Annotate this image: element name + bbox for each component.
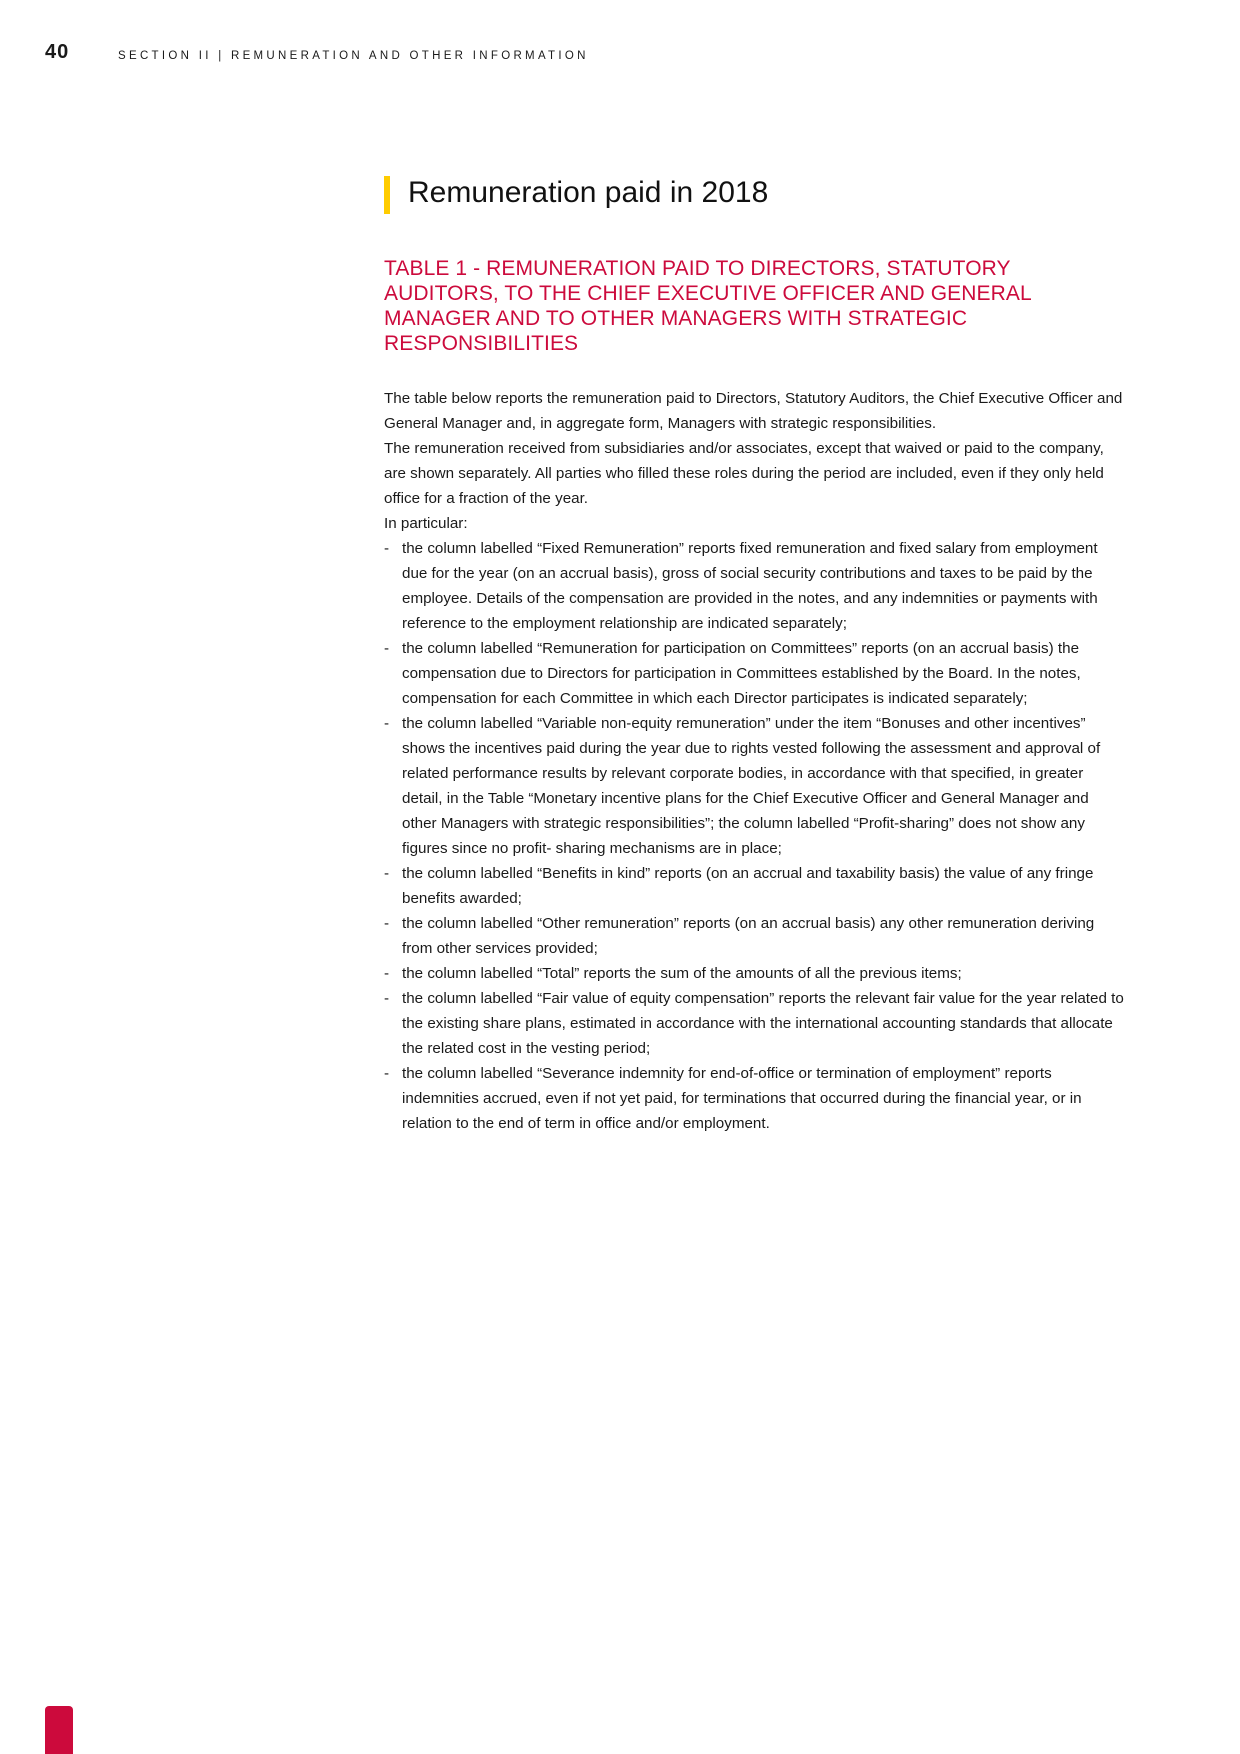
- list-item-text: the column labelled “Other remuneration” reports (on an accrual basis) any other remuneration deriving from other services provided;: [402, 915, 1095, 957]
- list-item-text: the column labelled “Severance indemnity for end-of-office or termination of employment” reports indemnities accrued, even if not yet paid, for terminations that occurred during the financial year, or in relation to the end of term in office and/or employment.: [402, 1065, 1082, 1132]
- page-title: Remuneration paid in 2018: [408, 176, 769, 209]
- title-row: [384, 172, 1124, 216]
- body-text: [384, 386, 1124, 1136]
- list-item-text: the column labelled “Fair value of equity compensation” reports the relevant fair value for the year related to the existing share plans, estimated in accordance with the international accounting standards that allocate the related cost in the vesting period;: [402, 990, 1124, 1057]
- bullet-dash: -: [384, 915, 390, 932]
- list-item: [384, 986, 1124, 1061]
- list-item-text: the column labelled “Fixed Remuneration” reports fixed remuneration and fixed salary from employment due for the year (on an accrual basis), gross of social security contributions and taxes to be paid by the employee. Details of the compensation are provided in the notes, and any indemnities or payments with reference to the employment relationship are indicated separately;: [402, 540, 1098, 632]
- list-item: [384, 536, 1124, 636]
- list-item-text: the column labelled “Total” reports the sum of the amounts of all the previous items;: [402, 965, 962, 982]
- list-item: [384, 711, 1124, 861]
- list-item-text: the column labelled “Remuneration for participation on Committees” reports (on an accrual basis) the compensation due to Directors for participation in Committees established by the Board. In the notes, compensation for each Committee in which each Director participates is indicated separately;: [402, 640, 1081, 707]
- running-header: SECTION II | REMUNERATION AND OTHER INFORMATION: [118, 50, 589, 62]
- table-heading: TABLE 1 - REMUNERATION PAID TO DIRECTORS, STATUTORY AUDITORS, TO THE CHIEF EXECUTIVE OFFICER AND GENERAL MANAGER AND TO OTHER MANAGERS WITH STRATEGIC RESPONSIBILITIES: [384, 257, 1031, 355]
- main-content: [384, 172, 1124, 1136]
- list-item-text: the column labelled “Variable non-equity remuneration” under the item “Bonuses and other incentives” shows the incentives paid during the year due to rights vested following the assessment and approval of related performance results by relevant corporate bodies, in accordance with that specified, in greater detail, in the Table “Monetary incentive plans for the Chief Executive Officer and General Manager and other Managers with strategic responsibilities”; the column labelled “Profit-sharing” does not show any figures since no profit- sharing mechanisms are in place;: [402, 715, 1101, 857]
- bullet-dash: -: [384, 640, 390, 657]
- bullet-dash: -: [384, 540, 390, 557]
- bullet-list: [384, 536, 1124, 1136]
- list-item-text: the column labelled “Benefits in kind” reports (on an accrual and taxability basis) the value of any fringe benefits awarded;: [402, 865, 1094, 907]
- page-number: 40: [45, 41, 70, 63]
- footer-page-tab: [45, 1706, 73, 1754]
- bullet-dash: -: [384, 715, 390, 732]
- bullet-dash: -: [384, 965, 390, 982]
- bullet-dash: -: [384, 990, 390, 1007]
- bullet-dash: -: [384, 1065, 390, 1082]
- list-item: [384, 961, 1124, 986]
- list-item: [384, 636, 1124, 711]
- paragraph: The remuneration received from subsidiaries and/or associates, except that waived or paid to the company, are shown separately. All parties who filled these roles during the period are included, even if they only held office for a fraction of the year.: [384, 440, 1104, 507]
- paragraph: The table below reports the remuneration paid to Directors, Statutory Auditors, the Chief Executive Officer and General Manager and, in aggregate form, Managers with strategic responsibilities.: [384, 390, 1123, 432]
- list-item: [384, 911, 1124, 961]
- bullet-dash: -: [384, 865, 390, 882]
- paragraph: In particular:: [384, 515, 468, 532]
- title-accent-bar: [384, 176, 390, 214]
- list-item: [384, 861, 1124, 911]
- list-item: [384, 1061, 1124, 1136]
